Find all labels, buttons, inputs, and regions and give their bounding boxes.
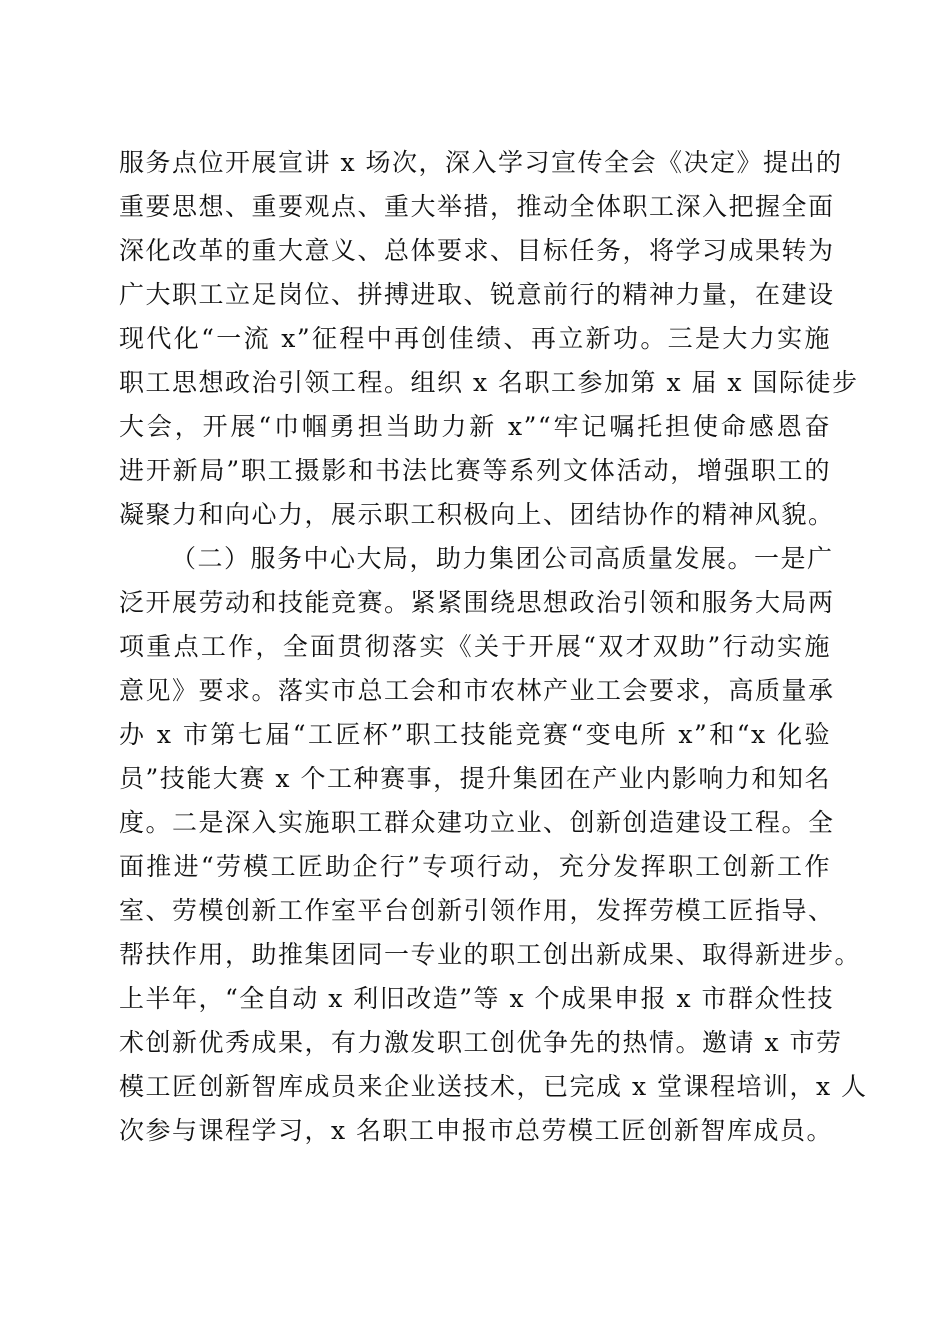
text-line: 大会，开展“巾帼勇担当助力新 x”“牢记嘱托担使命感恩奋 — [119, 412, 831, 441]
text-line: 服务点位开展宣讲 x 场次，深入学习宣传全会《决定》提出的 — [119, 148, 843, 177]
text-line: 进开新局”职工摄影和书法比赛等系列文体活动，增强职工的 — [119, 456, 831, 485]
text-line: 室、劳模创新工作室平台创新引领作用，发挥劳模工匠指导、 — [119, 896, 835, 925]
section-heading-line: （二）服务中心大局，助力集团公司高质量发展。一是广 — [171, 544, 834, 573]
text-line: 上半年，“全自动 x 利旧改造”等 x 个成果申报 x 市群众性技 — [119, 984, 835, 1013]
text-line: 广大职工立足岗位、拼搏进取、锐意前行的精神力量，在建设 — [119, 280, 835, 309]
text-line: 度。二是深入实施职工群众建功立业、创新创造建设工程。全 — [119, 808, 835, 837]
text-line: 员”技能大赛 x 个工种赛事，提升集团在产业内影响力和知名 — [119, 764, 831, 793]
text-line: 模工匠创新智库成员来企业送技术，已完成 x 堂课程培训，x 人 — [119, 1072, 868, 1101]
text-line: 凝聚力和向心力，展示职工积极向上、团结协作的精神风貌。 — [119, 500, 835, 529]
text-line: 现代化“一流 x”征程中再创佳绩、再立新功。三是大力实施 — [119, 324, 831, 353]
text-line: 帮扶作用，助推集团同一专业的职工创出新成果、取得新进步。 — [119, 940, 862, 969]
text-line: 深化改革的重大意义、总体要求、目标任务，将学习成果转为 — [119, 236, 835, 265]
text-line: 面推进“劳模工匠助企行”专项行动，充分发挥职工创新工作 — [119, 852, 831, 881]
text-line: 次参与课程学习，x 名职工申报市总劳模工匠创新智库成员。 — [119, 1116, 834, 1145]
text-line: 泛开展劳动和技能竞赛。紧紧围绕思想政治引领和服务大局两 — [119, 588, 835, 617]
text-line: 办 x 市第七届“工匠杯”职工技能竞赛“变电所 x”和“x 化验 — [119, 720, 831, 749]
text-line: 职工思想政治引领工程。组织 x 名职工参加第 x 届 x 国际徒步 — [119, 368, 859, 397]
text-line: 意见》要求。落实市总工会和市农林产业工会要求，高质量承 — [119, 676, 835, 705]
text-line: 重要思想、重要观点、重大举措，推动全体职工深入把握全面 — [119, 192, 835, 221]
text-line: 项重点工作，全面贯彻落实《关于开展“双才双助”行动实施 — [119, 632, 831, 661]
text-line: 术创新优秀成果，有力激发职工创优争先的热情。邀请 x 市劳 — [119, 1028, 843, 1057]
